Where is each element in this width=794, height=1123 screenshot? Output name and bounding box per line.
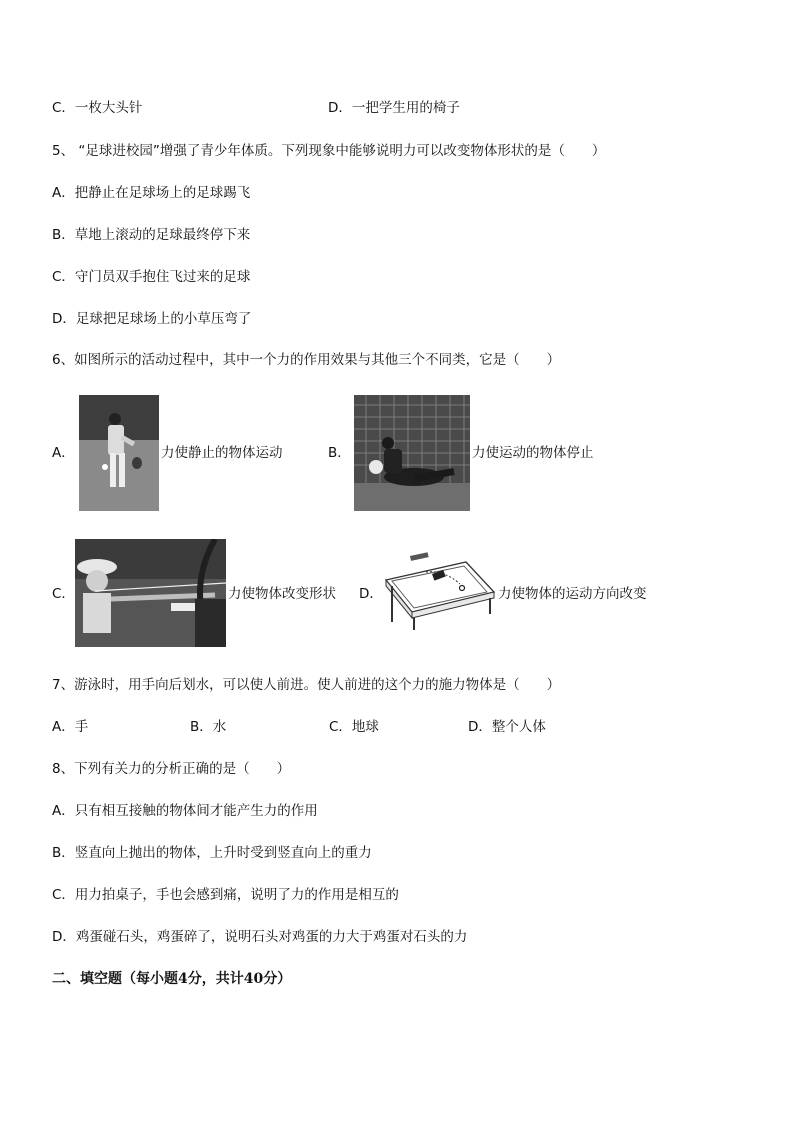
goalkeeper-photo [354, 395, 470, 511]
q6-option-c-letter: C． [52, 586, 75, 602]
q5-option-d: D．足球把足球场上的小草压弯了 [52, 311, 252, 327]
table-magnet-diagram [382, 552, 496, 632]
q7-option-b: B．水 [190, 719, 227, 735]
q7-stem: 7、游泳时，用手向后划水，可以使人前进。使人前进的这个力的施力物体是（ ） [52, 677, 561, 693]
section-heading: 二、填空题（每小题4分，共计40分） [52, 971, 292, 987]
baseball-player-photo [79, 395, 159, 511]
q8-stem: 8、下列有关力的分析正确的是（ ） [52, 761, 291, 777]
q5-option-a: A．把静止在足球场上的足球踢飞 [52, 185, 251, 201]
q8-option-d: D．鸡蛋碰石头，鸡蛋碎了，说明石头对鸡蛋的力大于鸡蛋对石头的力 [52, 929, 468, 945]
q7-option-a: A．手 [52, 719, 89, 735]
q4-option-c: C．一枚大头针 [52, 100, 143, 116]
q6-option-d-letter: D． [359, 586, 383, 602]
q7-option-c: C．地球 [329, 719, 379, 735]
q6-option-b-letter: B． [328, 445, 351, 461]
q8-option-c: C．用力拍桌子，手也会感到痛，说明了力的作用是相互的 [52, 887, 399, 903]
q6-option-a-caption: 力使静止的物体运动 [161, 445, 283, 461]
q6-option-a-letter: A． [52, 445, 75, 461]
q8-option-a: A．只有相互接触的物体间才能产生力的作用 [52, 803, 318, 819]
q6-stem: 6、如图所示的活动过程中，其中一个力的作用效果与其他三个不同类，它是（ ） [52, 352, 561, 368]
q6-option-b-caption: 力使运动的物体停止 [472, 445, 594, 461]
q7-options [52, 718, 546, 736]
q8-option-b: B．竖直向上抛出的物体，上升时受到竖直向上的重力 [52, 845, 372, 861]
q6-option-c-caption: 力使物体改变形状 [228, 586, 336, 602]
archer-photo [75, 539, 226, 647]
q5-option-b: B．草地上滚动的足球最终停下来 [52, 227, 251, 243]
q7-option-d: D．整个人体 [468, 719, 546, 735]
q5-stem: 5、 “足球进校园”增强了青少年体质。下列现象中能够说明力可以改变物体形状的是（ ） [52, 143, 606, 159]
q5-option-c: C．守门员双手抱住飞过来的足球 [52, 269, 251, 285]
q6-option-d-caption: 力使物体的运动方向改变 [498, 586, 647, 602]
q4-option-d: D．一把学生用的椅子 [328, 100, 460, 116]
